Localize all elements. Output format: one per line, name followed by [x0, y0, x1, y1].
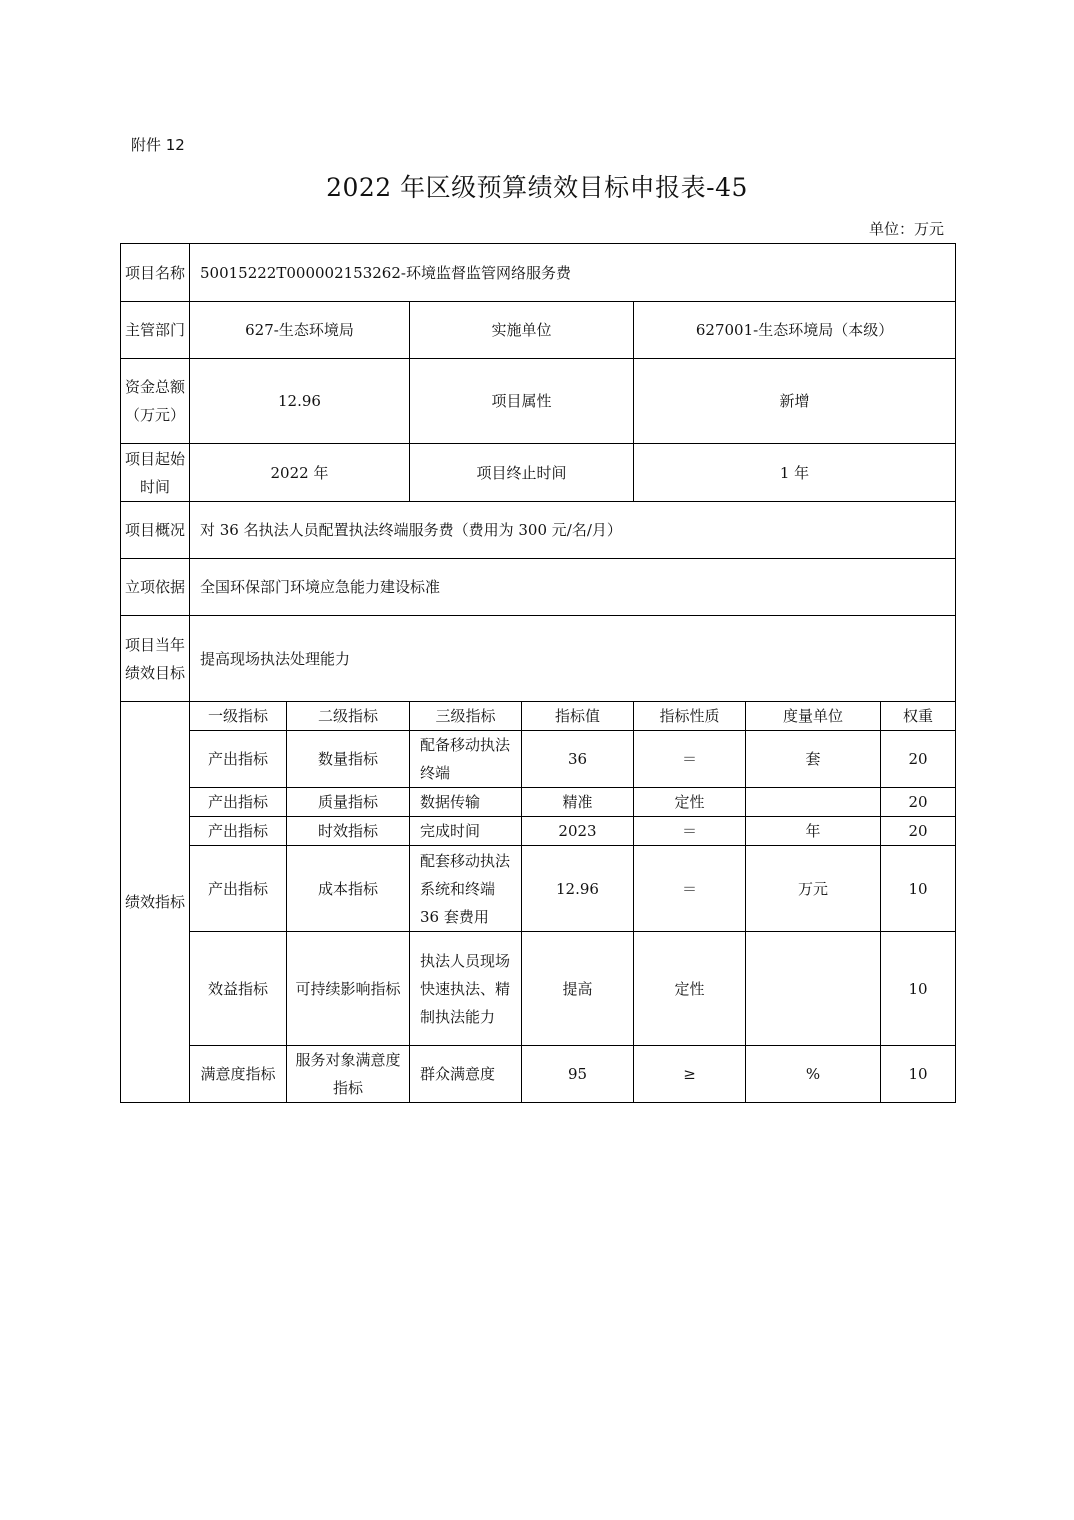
cell-level2: 数量指标: [287, 731, 410, 788]
row-goal: [121, 616, 956, 702]
label-department: 主管部门: [121, 302, 190, 359]
cell-level1: 产出指标: [190, 788, 287, 817]
cell-level1: 产出指标: [190, 846, 287, 932]
value-overview: 对 36 名执法人员配置执法终端服务费（费用为 300 元/名/月）: [190, 502, 956, 559]
row-funds: [121, 359, 956, 444]
cell-value: 95: [522, 1046, 634, 1103]
cell-level3: 配套移动执法系统和终端 36 套费用: [410, 846, 522, 932]
cell-unit: 万元: [746, 846, 881, 932]
cell-unit: [746, 932, 881, 1046]
header-value: 指标值: [522, 702, 634, 731]
cell-weight: 10: [881, 1046, 956, 1103]
header-level3: 三级指标: [410, 702, 522, 731]
value-start-time: 2022 年: [190, 444, 410, 502]
cell-value: 提高: [522, 932, 634, 1046]
table-row: [121, 1046, 956, 1103]
cell-level3: 数据传输: [410, 788, 522, 817]
cell-level2: 可持续影响指标: [287, 932, 410, 1046]
cell-level1: 产出指标: [190, 731, 287, 788]
cell-value: 2023: [522, 817, 634, 846]
row-start-time: [121, 444, 956, 502]
cell-nature: ＝: [634, 846, 746, 932]
label-basis: 立项依据: [121, 559, 190, 616]
cell-level3: 群众满意度: [410, 1046, 522, 1103]
label-end-time: 项目终止时间: [410, 444, 634, 502]
value-funds: 12.96: [190, 359, 410, 444]
value-end-time: 1 年: [634, 444, 956, 502]
label-project-name: 项目名称: [121, 244, 190, 302]
cell-unit: 套: [746, 731, 881, 788]
cell-level3: 完成时间: [410, 817, 522, 846]
indicator-header-row: [121, 702, 956, 731]
cell-weight: 10: [881, 932, 956, 1046]
value-project-name: 50015222T000002153262-环境监督监管网络服务费: [190, 244, 956, 302]
cell-value: 36: [522, 731, 634, 788]
label-funds: 资金总额（万元）: [121, 359, 190, 444]
row-project-name: [121, 244, 956, 302]
cell-level1: 效益指标: [190, 932, 287, 1046]
cell-level2: 服务对象满意度指标: [287, 1046, 410, 1103]
value-project-attr: 新增: [634, 359, 956, 444]
cell-unit: 年: [746, 817, 881, 846]
unit-label: 单位：万元: [868, 220, 944, 238]
header-weight: 权重: [881, 702, 956, 731]
label-overview: 项目概况: [121, 502, 190, 559]
table-row: [121, 932, 956, 1046]
cell-nature: ＝: [634, 817, 746, 846]
header-unit: 度量单位: [746, 702, 881, 731]
attachment-label: 附件 12: [131, 136, 185, 154]
page-title: 2022 年区级预算绩效目标申报表-45: [326, 173, 748, 202]
label-start-time: 项目起始时间: [121, 444, 190, 502]
cell-level3: 执法人员现场快速执法、精制执法能力: [410, 932, 522, 1046]
cell-level1: 产出指标: [190, 817, 287, 846]
cell-value: 精准: [522, 788, 634, 817]
row-overview: [121, 502, 956, 559]
value-basis: 全国环保部门环境应急能力建设标准: [190, 559, 956, 616]
label-project-attr: 项目属性: [410, 359, 634, 444]
cell-nature: ≥: [634, 1046, 746, 1103]
cell-nature: ＝: [634, 731, 746, 788]
table-row: [121, 788, 956, 817]
cell-nature: 定性: [634, 788, 746, 817]
cell-level2: 成本指标: [287, 846, 410, 932]
cell-unit: [746, 788, 881, 817]
cell-value: 12.96: [522, 846, 634, 932]
header-nature: 指标性质: [634, 702, 746, 731]
value-goal: 提高现场执法处理能力: [190, 616, 956, 702]
cell-level2: 质量指标: [287, 788, 410, 817]
label-impl-unit: 实施单位: [410, 302, 634, 359]
header-level2: 二级指标: [287, 702, 410, 731]
row-basis: [121, 559, 956, 616]
cell-weight: 20: [881, 817, 956, 846]
label-indicators: 绩效指标: [121, 702, 190, 1103]
cell-weight: 20: [881, 731, 956, 788]
header-level1: 一级指标: [190, 702, 287, 731]
value-department: 627-生态环境局: [190, 302, 410, 359]
table-row: [121, 817, 956, 846]
table-row: [121, 731, 956, 788]
cell-weight: 20: [881, 788, 956, 817]
cell-level3: 配备移动执法终端: [410, 731, 522, 788]
cell-unit: %: [746, 1046, 881, 1103]
cell-weight: 10: [881, 846, 956, 932]
row-department: [121, 302, 956, 359]
cell-nature: 定性: [634, 932, 746, 1046]
cell-level2: 时效指标: [287, 817, 410, 846]
budget-form-table: [120, 243, 956, 1103]
table-row: [121, 846, 956, 932]
cell-level1: 满意度指标: [190, 1046, 287, 1103]
label-goal: 项目当年绩效目标: [121, 616, 190, 702]
value-impl-unit: 627001-生态环境局（本级）: [634, 302, 956, 359]
